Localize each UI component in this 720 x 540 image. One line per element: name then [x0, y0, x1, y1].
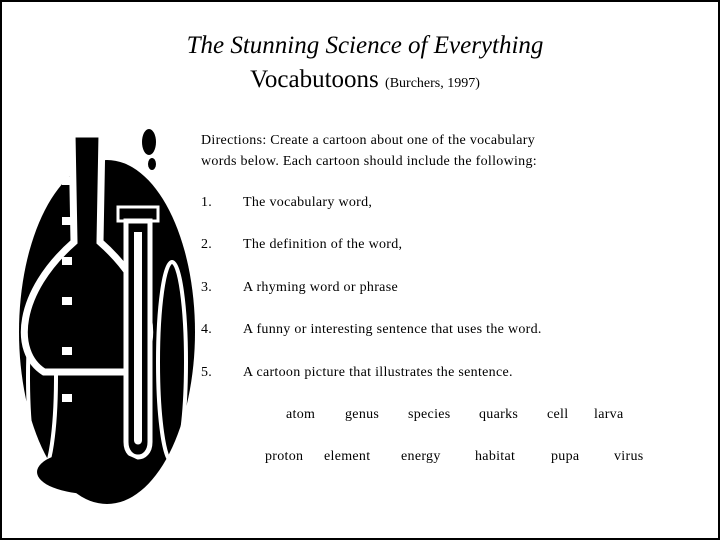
- directions-line-2: words below. Each cartoon should include the following:: [201, 154, 537, 169]
- step-number: 4.: [201, 322, 213, 337]
- vocab-word: cell: [547, 407, 569, 422]
- vocab-word: element: [324, 449, 371, 464]
- vocab-word: pupa: [551, 449, 580, 464]
- vocab-word: virus: [614, 449, 644, 464]
- directions: [201, 130, 621, 172]
- vocab-word: quarks: [479, 407, 519, 422]
- vocab-word: genus: [345, 407, 380, 422]
- citation: (Burchers, 1997): [385, 76, 480, 91]
- vocab-word: atom: [286, 407, 316, 422]
- step-number: 5.: [201, 365, 213, 380]
- vocab-word: proton: [265, 449, 304, 464]
- title-line-1: The Stunning Science of Everything: [186, 32, 544, 59]
- step-text: A cartoon picture that illustrates the sentence.: [243, 365, 513, 380]
- step-number: 3.: [201, 280, 213, 295]
- vocab-word: larva: [594, 407, 624, 422]
- lab-glassware-icon: [12, 122, 202, 512]
- step-text: The vocabulary word,: [243, 195, 373, 210]
- vocab-word: species: [408, 407, 451, 422]
- step-text: A funny or interesting sentence that uses the word.: [243, 322, 542, 337]
- step-text: A rhyming word or phrase: [243, 280, 398, 295]
- step-text: The definition of the word,: [243, 237, 403, 252]
- title-line-2: [2, 66, 720, 94]
- step-number: 2.: [201, 237, 213, 252]
- vocab-word: habitat: [475, 449, 516, 464]
- vocab-word: energy: [401, 449, 441, 464]
- title-main: Vocabutoons: [250, 66, 379, 93]
- step-number: 1.: [201, 195, 213, 210]
- directions-line-1: Directions: Create a cartoon about one of the vocabulary: [201, 133, 536, 148]
